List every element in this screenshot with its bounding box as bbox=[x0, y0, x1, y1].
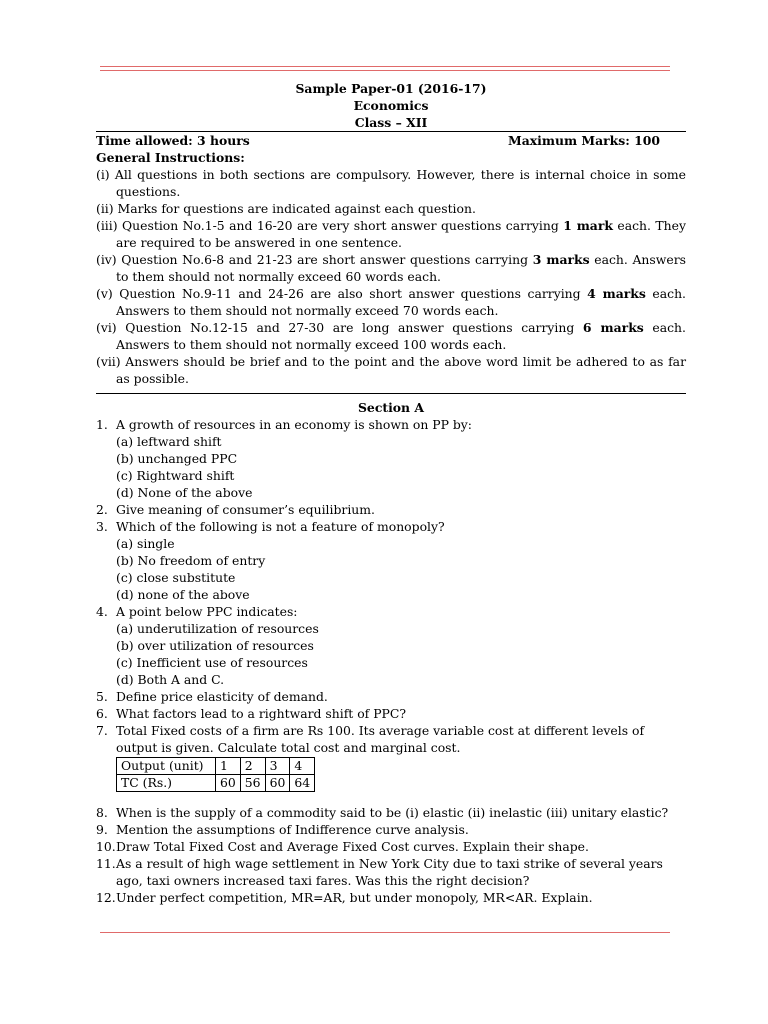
table-cell: 4 bbox=[290, 758, 315, 775]
table-row bbox=[117, 775, 315, 792]
option: (b) No freedom of entry bbox=[116, 553, 266, 568]
time-marks-row bbox=[96, 132, 686, 149]
instruction-item: (v) Question No.9-11 and 24-26 are also short answer questions carrying 4 marks each. Answers to them should not normally exceed 70 words each. bbox=[96, 286, 686, 318]
question-7: 7. Total Fixed costs of a firm are Rs 100. Its average variable cost at different levels of output is given. Calculate total cost and marginal cost. bbox=[96, 723, 645, 755]
table-cell: TC (Rs.) bbox=[117, 775, 216, 792]
option: (b) over utilization of resources bbox=[116, 638, 314, 653]
table-cell: 60 bbox=[216, 775, 241, 792]
paper-subject: Economics bbox=[353, 98, 429, 113]
option: (d) Both A and C. bbox=[116, 672, 225, 687]
table-cell: 64 bbox=[290, 775, 315, 792]
question-8: 8. When is the supply of a commodity said to be (i) elastic (ii) inelastic (iii) unitary elastic? bbox=[96, 805, 669, 820]
table-row bbox=[117, 758, 315, 775]
cost-table bbox=[116, 757, 315, 792]
time-allowed: Time allowed: 3 hours bbox=[96, 133, 250, 148]
option: (c) close substitute bbox=[116, 570, 236, 585]
paper-title: Sample Paper-01 (2016-17) bbox=[295, 81, 487, 96]
instructions-heading: General Instructions: bbox=[96, 150, 245, 165]
question-10: 10. Draw Total Fixed Cost and Average Fixed Cost curves. Explain their shape. bbox=[96, 839, 589, 854]
option: (b) unchanged PPC bbox=[116, 451, 238, 466]
table-cell: 56 bbox=[240, 775, 265, 792]
table-cell: Output (unit) bbox=[117, 758, 216, 775]
question-5: 5. Define price elasticity of demand. bbox=[96, 689, 328, 704]
instruction-item: (iii) Question No.1-5 and 16-20 are very short answer questions carrying 1 mark each. They are required to be answered in one sentence. bbox=[96, 218, 686, 250]
instruction-item: (iv) Question No.6-8 and 21-23 are short answer questions carrying 3 marks each. Answers to them should not normally exceed 60 words each. bbox=[96, 252, 686, 284]
section-divider bbox=[96, 393, 686, 394]
table-cell: 60 bbox=[265, 775, 290, 792]
question-3: 3. Which of the following is not a feature of monopoly? bbox=[96, 519, 445, 534]
question-9: 9. Mention the assumptions of Indifference curve analysis. bbox=[96, 822, 469, 837]
option: (c) Rightward shift bbox=[116, 468, 235, 483]
instruction-item: (ii) Marks for questions are indicated against each question. bbox=[96, 201, 476, 216]
question-1: 1. A growth of resources in an economy is shown on PP by: bbox=[96, 417, 472, 432]
option: (c) Inefficient use of resources bbox=[116, 655, 308, 670]
instruction-item: (i) All questions in both sections are compulsory. However, there is internal choice in some questions. bbox=[96, 167, 686, 199]
instruction-item: (vi) Question No.12-15 and 27-30 are long answer questions carrying 6 marks each. Answers to them should not normally exceed 100 words each. bbox=[96, 320, 686, 352]
option: (d) None of the above bbox=[116, 485, 253, 500]
table-cell: 3 bbox=[265, 758, 290, 775]
question-11: 11. As a result of high wage settlement in New York City due to taxi strike of several years ago, taxi owners increased taxi fares. Was this the right decision? bbox=[96, 856, 663, 888]
question-4: 4. A point below PPC indicates: bbox=[96, 604, 298, 619]
question-6: 6. What factors lead to a rightward shift of PPC? bbox=[96, 706, 407, 721]
footer-divider bbox=[100, 932, 670, 933]
maximum-marks: Maximum Marks: 100 bbox=[508, 133, 660, 148]
option: (a) leftward shift bbox=[116, 434, 222, 449]
section-a-heading: Section A bbox=[357, 400, 424, 415]
table-cell: 2 bbox=[240, 758, 265, 775]
table-cell: 1 bbox=[216, 758, 241, 775]
question-2: 2. Give meaning of consumer’s equilibrium. bbox=[96, 502, 375, 517]
option: (a) underutilization of resources bbox=[116, 621, 319, 636]
question-12: 12. Under perfect competition, MR=AR, but under monopoly, MR<AR. Explain. bbox=[96, 890, 593, 905]
header-divider bbox=[100, 66, 670, 71]
option: (d) none of the above bbox=[116, 587, 250, 602]
instruction-item: (vii) Answers should be brief and to the point and the above word limit be adhered to as far as possible. bbox=[96, 354, 686, 386]
option: (a) single bbox=[116, 536, 175, 551]
paper-content bbox=[96, 80, 686, 906]
paper-class: Class – XII bbox=[354, 115, 428, 130]
